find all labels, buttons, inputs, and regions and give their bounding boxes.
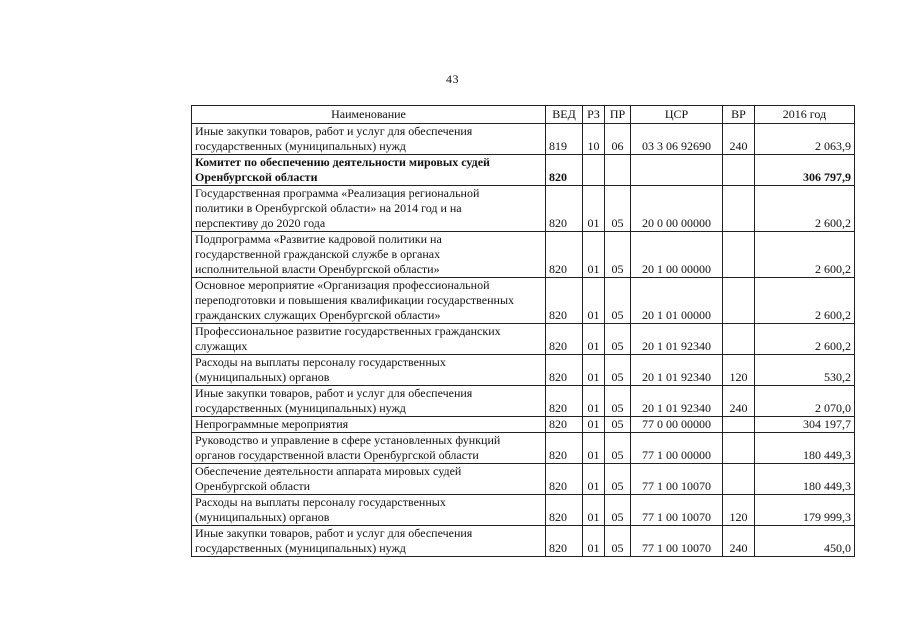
pr-cell: 05 (605, 355, 631, 386)
table-row (192, 495, 855, 526)
csr-cell: 20 0 00 00000 (631, 186, 723, 232)
csr-cell (631, 155, 723, 186)
table-row (192, 417, 855, 433)
table-row (192, 186, 855, 232)
table-row (192, 324, 855, 355)
table-row (192, 124, 855, 155)
vr-cell: 240 (723, 386, 755, 417)
amount-cell: 304 197,7 (755, 417, 855, 433)
header-rz: РЗ (583, 106, 605, 124)
row-name-line: служащих (195, 339, 248, 353)
ved-cell: 820 (546, 232, 583, 278)
pr-cell: 05 (605, 278, 631, 324)
vr-cell (723, 417, 755, 433)
vr-cell (723, 232, 755, 278)
vr-cell: 120 (723, 355, 755, 386)
row-name-cell (192, 386, 546, 417)
vr-cell (723, 433, 755, 464)
pr-cell: 05 (605, 526, 631, 557)
table-header-row (192, 106, 855, 124)
ved-cell: 820 (546, 417, 583, 433)
row-name-line: Оренбургской области (195, 170, 318, 184)
pr-cell: 05 (605, 386, 631, 417)
page-number: 43 (446, 72, 459, 86)
rz-cell: 01 (583, 232, 605, 278)
vr-cell (723, 278, 755, 324)
row-name-line: Государственная программа «Реализация региональной (195, 186, 480, 200)
vr-cell: 240 (723, 124, 755, 155)
rz-cell: 10 (583, 124, 605, 155)
row-name-line: Профессиональное развитие государственных гражданских (195, 324, 501, 338)
amount-cell: 179 999,3 (755, 495, 855, 526)
row-name-line: Непрограммные мероприятия (195, 417, 349, 431)
ved-cell: 820 (546, 324, 583, 355)
row-name-line: Иные закупки товаров, работ и услуг для обеспечения (195, 526, 473, 540)
csr-cell: 20 1 01 92340 (631, 386, 723, 417)
rz-cell: 01 (583, 355, 605, 386)
amount-cell: 2 063,9 (755, 124, 855, 155)
row-name-line: перспективу до 2020 года (195, 216, 326, 230)
row-name-line: Руководство и управление в сфере установленных функций (195, 433, 501, 447)
pr-cell: 05 (605, 433, 631, 464)
ved-cell: 820 (546, 526, 583, 557)
row-name-cell (192, 526, 546, 557)
rz-cell (583, 155, 605, 186)
row-name-line: (муниципальных) органов (195, 510, 330, 524)
amount-cell: 2 600,2 (755, 232, 855, 278)
row-name-cell (192, 124, 546, 155)
table-row (192, 526, 855, 557)
ved-cell: 820 (546, 355, 583, 386)
rz-cell: 01 (583, 495, 605, 526)
csr-cell: 77 1 00 10070 (631, 526, 723, 557)
pr-cell: 05 (605, 186, 631, 232)
row-name-line: Расходы на выплаты персоналу государственных (195, 355, 446, 369)
pr-cell: 05 (605, 232, 631, 278)
vr-cell: 120 (723, 495, 755, 526)
csr-cell: 20 1 00 00000 (631, 232, 723, 278)
row-name-cell (192, 355, 546, 386)
rz-cell: 01 (583, 417, 605, 433)
rz-cell: 01 (583, 464, 605, 495)
amount-cell: 2 600,2 (755, 186, 855, 232)
amount-cell: 530,2 (755, 355, 855, 386)
ved-cell: 820 (546, 495, 583, 526)
ved-cell: 820 (546, 278, 583, 324)
rz-cell: 01 (583, 526, 605, 557)
row-name-cell (192, 324, 546, 355)
vr-cell (723, 186, 755, 232)
rz-cell: 01 (583, 433, 605, 464)
amount-cell: 180 449,3 (755, 433, 855, 464)
amount-cell: 180 449,3 (755, 464, 855, 495)
ved-cell: 819 (546, 124, 583, 155)
row-name-line: Комитет по обеспечению деятельности мировых судей (195, 155, 490, 169)
ved-cell: 820 (546, 155, 583, 186)
amount-cell: 2 600,2 (755, 278, 855, 324)
rz-cell: 01 (583, 324, 605, 355)
budget-table (191, 105, 855, 557)
row-name-line: органов государственной власти Оренбургской области (195, 448, 479, 462)
ved-cell: 820 (546, 386, 583, 417)
table-row (192, 433, 855, 464)
csr-cell: 03 3 06 92690 (631, 124, 723, 155)
pr-cell (605, 155, 631, 186)
table-row (192, 386, 855, 417)
row-name-line: Иные закупки товаров, работ и услуг для обеспечения (195, 386, 473, 400)
header-pr: ПР (605, 106, 631, 124)
row-name-line: Основное мероприятие «Организация профессиональной (195, 278, 490, 292)
header-vr: ВР (723, 106, 755, 124)
row-name-cell (192, 232, 546, 278)
csr-cell: 77 0 00 00000 (631, 417, 723, 433)
row-name-line: Иные закупки товаров, работ и услуг для обеспечения (195, 124, 473, 138)
amount-cell: 2 600,2 (755, 324, 855, 355)
rz-cell: 01 (583, 186, 605, 232)
row-name-line: (муниципальных) органов (195, 370, 330, 384)
ved-cell: 820 (546, 186, 583, 232)
row-name-line: Обеспечение деятельности аппарата мировых судей (195, 464, 462, 478)
ved-cell: 820 (546, 464, 583, 495)
csr-cell: 77 1 00 10070 (631, 464, 723, 495)
vr-cell: 240 (723, 526, 755, 557)
amount-cell: 450,0 (755, 526, 855, 557)
rz-cell: 01 (583, 278, 605, 324)
vr-cell (723, 464, 755, 495)
header-name: Наименование (192, 106, 546, 124)
ved-cell: 820 (546, 433, 583, 464)
pr-cell: 05 (605, 464, 631, 495)
row-name-line: исполнительной власти Оренбургской области» (195, 262, 440, 276)
row-name-cell (192, 417, 546, 433)
pr-cell: 06 (605, 124, 631, 155)
table-row (192, 155, 855, 186)
vr-cell (723, 155, 755, 186)
row-name-line: политики в Оренбургской области» на 2014 год и на (195, 201, 462, 215)
row-name-cell (192, 495, 546, 526)
row-name-cell (192, 464, 546, 495)
row-name-cell (192, 433, 546, 464)
row-name-cell (192, 155, 546, 186)
header-amount: 2016 год (755, 106, 855, 124)
rz-cell: 01 (583, 386, 605, 417)
table-body (192, 124, 855, 557)
table-row (192, 232, 855, 278)
csr-cell: 77 1 00 00000 (631, 433, 723, 464)
pr-cell: 05 (605, 417, 631, 433)
header-csr: ЦСР (631, 106, 723, 124)
vr-cell (723, 324, 755, 355)
row-name-line: государственных (муниципальных) нужд (195, 401, 406, 415)
table-row (192, 464, 855, 495)
csr-cell: 20 1 01 92340 (631, 324, 723, 355)
csr-cell: 77 1 00 10070 (631, 495, 723, 526)
table-row (192, 355, 855, 386)
csr-cell: 20 1 01 92340 (631, 355, 723, 386)
row-name-line: переподготовки и повышения квалификации государственных (195, 293, 515, 307)
amount-cell: 2 070,0 (755, 386, 855, 417)
row-name-line: государственной гражданской службе в органах (195, 247, 441, 261)
row-name-line: государственных (муниципальных) нужд (195, 541, 406, 555)
pr-cell: 05 (605, 495, 631, 526)
row-name-line: Подпрограмма «Развитие кадровой политики на (195, 232, 442, 246)
table-row (192, 278, 855, 324)
amount-cell: 306 797,9 (755, 155, 855, 186)
row-name-cell (192, 186, 546, 232)
row-name-line: Расходы на выплаты персоналу государственных (195, 495, 446, 509)
row-name-line: Оренбургской области (195, 479, 311, 493)
row-name-cell (192, 278, 546, 324)
row-name-line: государственных (муниципальных) нужд (195, 139, 406, 153)
row-name-line: гражданских служащих Оренбургской области» (195, 308, 441, 322)
header-ved: ВЕД (546, 106, 583, 124)
pr-cell: 05 (605, 324, 631, 355)
csr-cell: 20 1 01 00000 (631, 278, 723, 324)
